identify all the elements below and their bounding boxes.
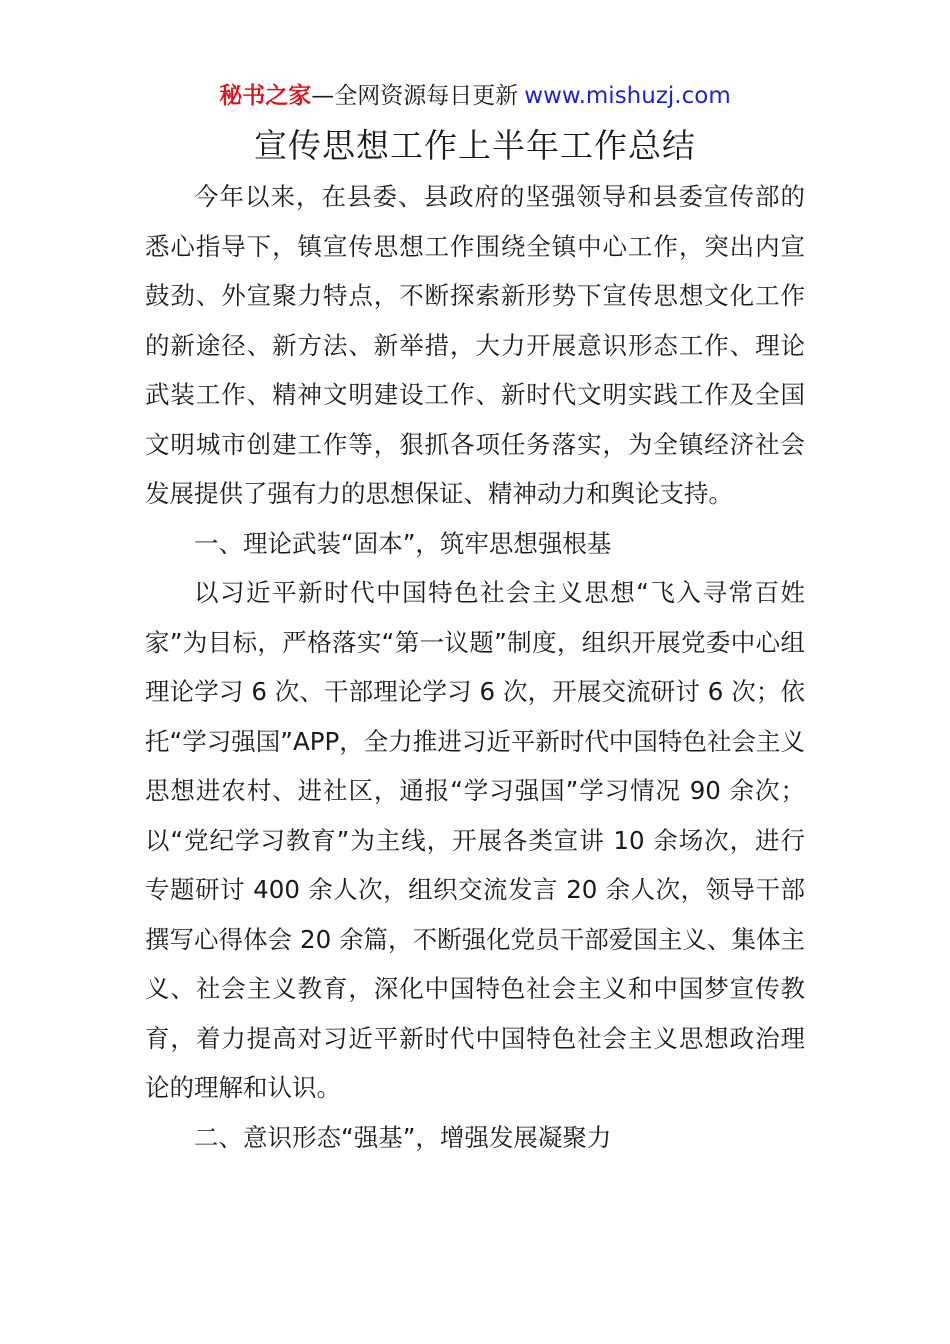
header-tagline: —全网资源每日更新 [311, 83, 519, 109]
brand-name: 秘书之家 [219, 83, 312, 109]
document-title: 宣传思想工作上半年工作总结 [254, 126, 696, 165]
section-1-heading: 一、理论武装“固本”，筑牢思想强根基 [194, 528, 612, 558]
section-1-paragraph: 以习近平新时代中国特色社会主义思想“飞入寻常百姓家”为目标，严格落实“第一议题”制度，组织开展党委中心组理论学习 6 次、干部理论学习 6 次，开展交流研讨 6 次；依托“学习强国”APP，全力推进习近平新时代中国特色社会主义思想进农村、进社区，通报“学习强国”学习情况 90 余次；以“党纪学习教育”为主线，开展各类宣讲 10 余场次，进行专题研讨 400 余人次，组织交流发言 20 余人次，领导干部撰写心得体会 20 余篇，不断强化党员干部爱国主义、集体主义、社会主义教育，深化中国特色社会主义和中国梦宣传教育，着力提高对习近平新时代中国特色社会主义思想政治理论的理解和认识。 [145, 578, 805, 1102]
section-2-heading: 二、意识形态“强基”，增强发展凝聚力 [194, 1122, 612, 1152]
site-header [0, 80, 950, 112]
site-url-link[interactable]: www.mishuzj.com [524, 83, 731, 109]
intro-paragraph: 今年以来，在县委、县政府的坚强领导和县委宣传部的悉心指导下，镇宣传思想工作围绕全镇中心工作，突出内宣鼓劲、外宣聚力特点，不断探索新形势下宣传思想文化工作的新途径、新方法、新举措，大力开展意识形态工作、理论武装工作、精神文明建设工作、新时代文明实践工作及全国文明城市创建工作等，狠抓各项任务落实，为全镇经济社会发展提供了强有力的思想保证、精神动力和舆论支持。 [145, 182, 805, 508]
document-body [145, 172, 805, 1162]
